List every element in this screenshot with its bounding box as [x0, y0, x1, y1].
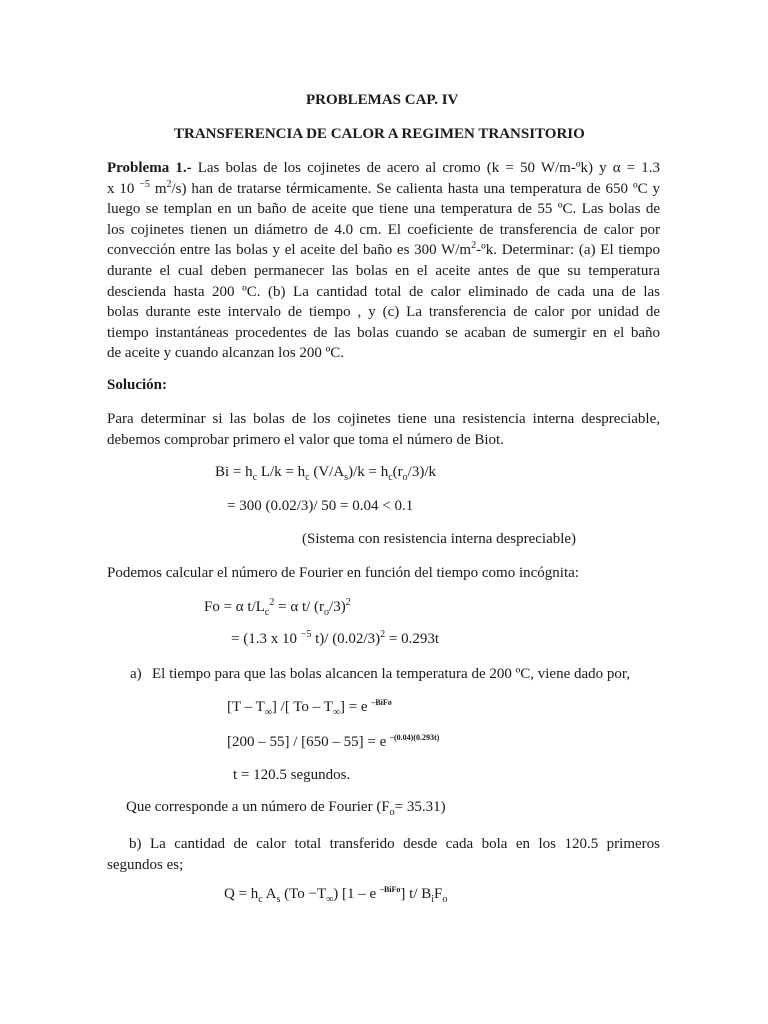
problem-line-5: convección entre las bolas y el aceite del baño es 300 $W/m^2-ºk$. Determinar: (a) El tiempo	[107, 240, 661, 259]
part-a-result: t = 120.5 segundos.	[233, 767, 351, 783]
page-subtitle: TRANSFERENCIA DE CALOR A REGIMEN TRANSITORIO	[174, 126, 585, 142]
solution-intro	[107, 409, 660, 450]
problem-line-7: descienda hasta 200 ºC. (b) La cantidad total de calor eliminado de cada una de las	[107, 283, 660, 300]
part-a-equation-1: $[T - T_\infty]$ /[ $To - T_\infty] = e$ $^{-BiFo}$	[227, 698, 392, 718]
fourier-value: = (1.3 x 10 $^{-5}$ t)/ $(0.02/3)^2 = 0.293t$	[231, 629, 439, 647]
part-a-text: El tiempo para que las bolas alcancen la temperatura de 200 ºC, viene dado por,	[152, 666, 631, 682]
problem-line-2: x 10 $^{-5}$ $m^2/s$) han de tratarse térmicamente. Se calienta hasta una temperatura de 650 ºC y	[107, 178, 660, 197]
problem-line-1: Problema 1.- Las bolas de los cojinetes de acero al cromo (k = 50 W/m-ºk) y α = 1.3	[107, 160, 660, 176]
part-a-fourier-note: Que corresponde a un número de Fourier $(F_o= 35.31)$	[126, 799, 446, 818]
part-a-label: a)	[130, 666, 142, 682]
problem-line-10: de aceite y cuando alcanzan los 200 ºC.	[107, 345, 345, 362]
problem-statement	[107, 158, 660, 364]
problem-line-3: luego se templan en un baño de aceite que tiene una temperatura de 55 ºC. Las bolas de	[107, 201, 660, 218]
problem-line-8: bolas durante este intervalo de tiempo , y (c) La transferencia de calor por unidad de	[107, 304, 660, 321]
solution-label: Solución:	[107, 377, 168, 393]
intro-line-2: debemos comprobar primero el valor que toma el número de Biot.	[107, 431, 504, 448]
fourier-intro: Podemos calcular el número de Fourier en función del tiempo como incógnita:	[107, 565, 579, 581]
intro-line-1: Para determinar si las bolas de los cojinetes tiene una resistencia interna despreciable,	[107, 411, 660, 427]
part-b-statement	[107, 834, 660, 875]
problem-line-6: durante el cual deben permanecer las bolas en el aceite antes de que su temperatura	[107, 262, 660, 279]
problem-label: Problema 1.-	[107, 160, 192, 176]
part-a-equation-2: [200 – 55] / [650 – 55] = e $^{-(0.04)(0.293t)}$	[227, 733, 440, 750]
fourier-equation: Fo = α $t/L_c^2 = \alpha$ t/ $(r_o/3)^2$	[204, 597, 351, 618]
biot-note: (Sistema con resistencia interna despreciable)	[302, 531, 577, 547]
biot-value: = 300 (0.02/3)/ 50 = 0.04 < 0.1	[227, 498, 414, 514]
page-title: PROBLEMAS CAP. IV	[306, 92, 459, 108]
problem-line-9: tiempo instantáneas procedentes de las bolas cuando se acaban de sumergir en el baño	[107, 324, 660, 341]
part-b-line-2: segundos es;	[107, 856, 184, 873]
problem-line-4: los cojinetes tienen un diámetro de 4.0 cm. El coeficiente de transferencia de calor por	[107, 221, 660, 238]
part-b-equation: $Q = h_c$ $A_s$ $(To -T_\infty)$ [1 – e $^{-BiFo}$] t/ $B_iF_o$	[224, 885, 448, 905]
part-b-line-1: b) La cantidad de calor total transferido desde cada bola en los 120.5 primeros	[129, 836, 660, 852]
biot-equation: $Bi = h_c$ $L/k = h_c$ $(V/A_s)/k = h_c(r_o/3)/k$	[215, 464, 436, 483]
